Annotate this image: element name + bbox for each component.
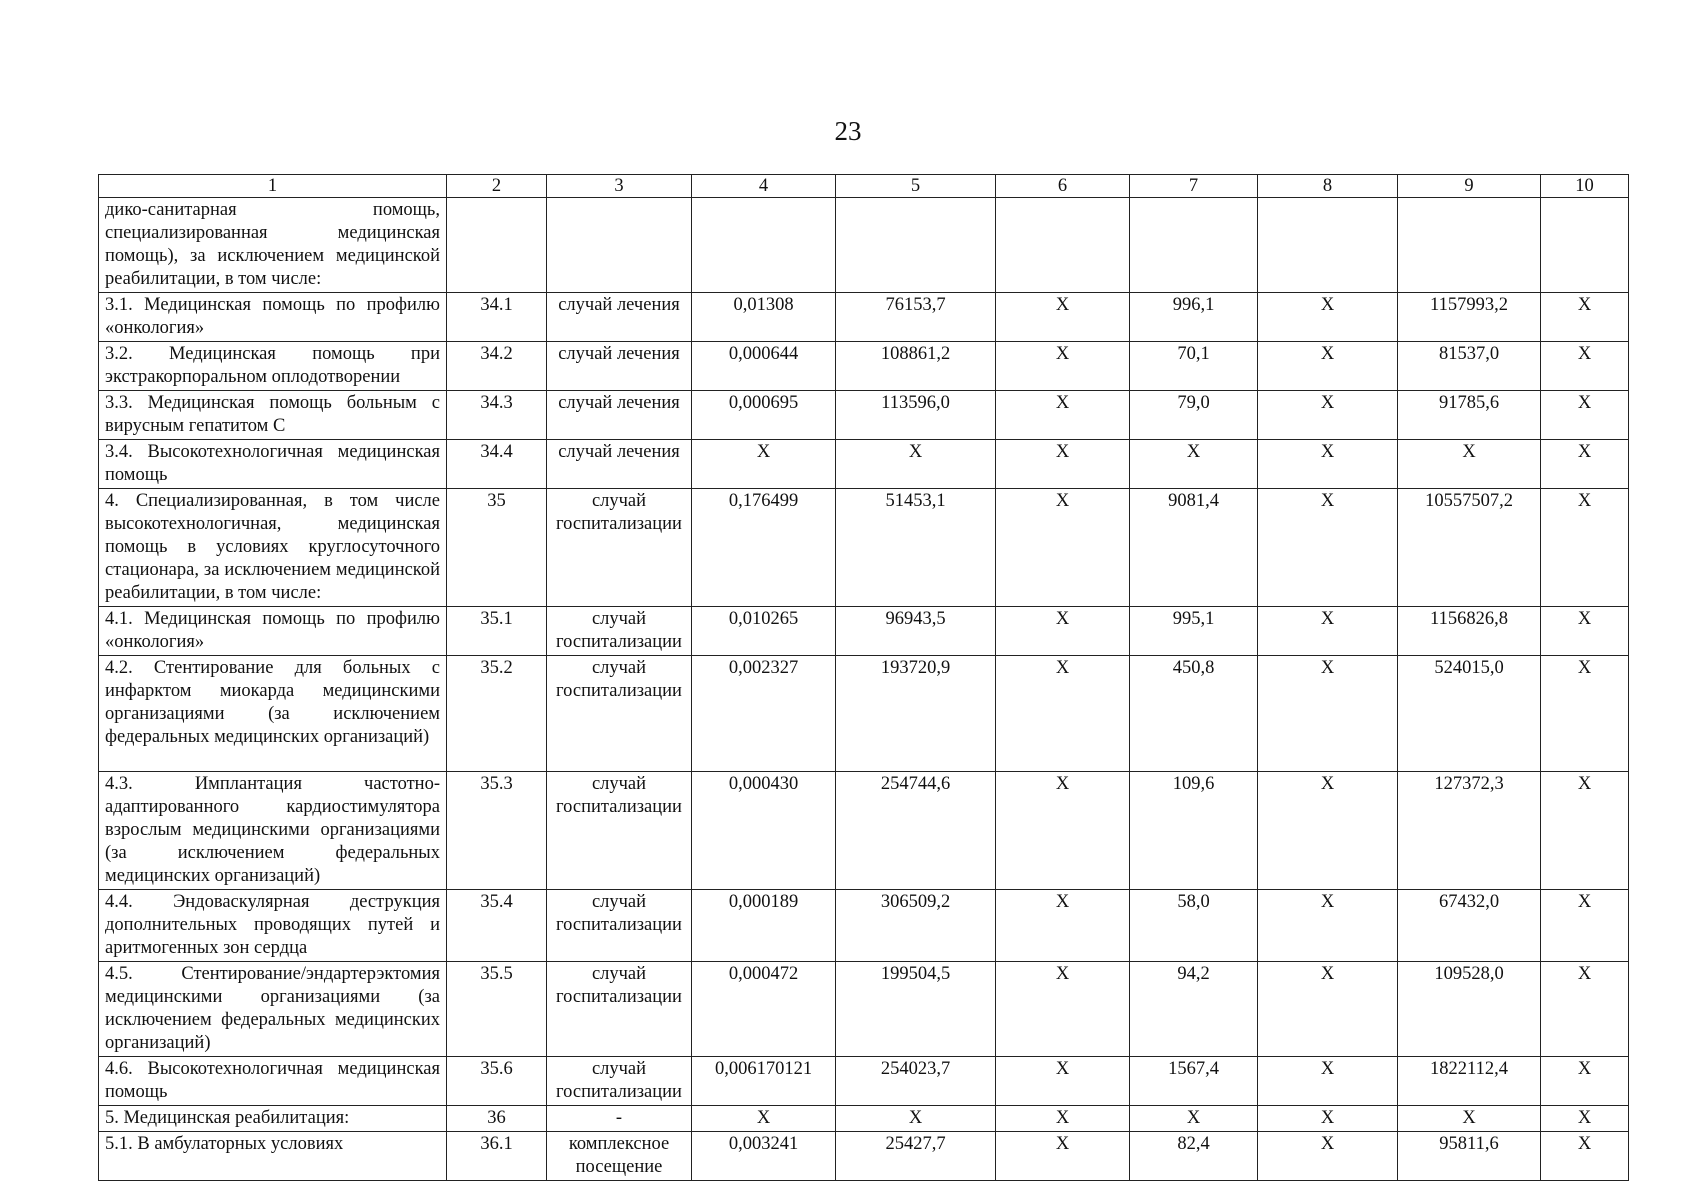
column-header: 2 [447,175,547,198]
value-cell-6: X [996,391,1130,440]
value-cell-7: 94,2 [1130,962,1258,1057]
value-cell-5: 25427,7 [836,1132,996,1181]
value-cell-5: 254744,6 [836,772,996,890]
value-cell-4: 0,002327 [692,656,836,772]
column-header: 7 [1130,175,1258,198]
unit-cell: случай госпитализации [547,962,692,1057]
value-cell-9: 91785,6 [1398,391,1541,440]
table-row [99,656,1629,772]
table-row [99,607,1629,656]
row-description: дико-санитарная помощь, специализированная медицинская помощь), за исключением медицинской реабилитации, в том числе: [99,198,447,293]
table-row [99,198,1629,293]
page-number: 23 [834,116,862,146]
unit-cell: случай госпитализации [547,489,692,607]
column-header: 8 [1258,175,1398,198]
row-number: 35.5 [447,962,547,1057]
value-cell-10: X [1541,772,1629,890]
row-number: 35.6 [447,1057,547,1106]
value-cell-8: X [1258,489,1398,607]
value-cell-5: 193720,9 [836,656,996,772]
table-row [99,342,1629,391]
value-cell-8: X [1258,607,1398,656]
value-cell-9: 127372,3 [1398,772,1541,890]
data-table [98,174,1629,1181]
value-cell-5: X [836,440,996,489]
row-number: 35 [447,489,547,607]
unit-cell: случай лечения [547,342,692,391]
value-cell-5: 113596,0 [836,391,996,440]
unit-cell: комплексное посещение [547,1132,692,1181]
value-cell-7: 82,4 [1130,1132,1258,1181]
value-cell-7: 79,0 [1130,391,1258,440]
value-cell-7 [1130,198,1258,293]
unit-cell: случай лечения [547,391,692,440]
row-description: 3.1. Медицинская помощь по профилю «онкология» [99,293,447,342]
value-cell-10: X [1541,1106,1629,1132]
value-cell-7: 70,1 [1130,342,1258,391]
column-header: 5 [836,175,996,198]
value-cell-7: X [1130,440,1258,489]
value-cell-5: 306509,2 [836,890,996,962]
unit-cell: случай госпитализации [547,607,692,656]
column-header: 9 [1398,175,1541,198]
value-cell-10: X [1541,440,1629,489]
value-cell-6: X [996,1106,1130,1132]
value-cell-7: 9081,4 [1130,489,1258,607]
table-row [99,962,1629,1057]
value-cell-4: 0,000644 [692,342,836,391]
value-cell-6: X [996,293,1130,342]
table-row [99,772,1629,890]
value-cell-5: 76153,7 [836,293,996,342]
value-cell-5: 254023,7 [836,1057,996,1106]
value-cell-10 [1541,198,1629,293]
value-cell-7: 58,0 [1130,890,1258,962]
table-row [99,890,1629,962]
value-cell-5: 199504,5 [836,962,996,1057]
value-cell-9 [1398,198,1541,293]
row-description: 3.3. Медицинская помощь больным с вирусным гепатитом С [99,391,447,440]
row-number: 35.4 [447,890,547,962]
row-number: 34.2 [447,342,547,391]
row-number: 36.1 [447,1132,547,1181]
value-cell-6: X [996,1132,1130,1181]
value-cell-7: 450,8 [1130,656,1258,772]
row-number: 34.4 [447,440,547,489]
value-cell-4: 0,000695 [692,391,836,440]
value-cell-8: X [1258,293,1398,342]
row-description: 4.5. Стентирование/эндартерэктомия медицинскими организациями (за исключением федеральных медицинских организаций) [99,962,447,1057]
table-row [99,1106,1629,1132]
row-number: 35.3 [447,772,547,890]
value-cell-7: 109,6 [1130,772,1258,890]
row-number: 36 [447,1106,547,1132]
value-cell-9: 1822112,4 [1398,1057,1541,1106]
value-cell-8: X [1258,1057,1398,1106]
value-cell-10: X [1541,1132,1629,1181]
value-cell-8: X [1258,962,1398,1057]
value-cell-4: X [692,1106,836,1132]
value-cell-4: X [692,440,836,489]
row-description: 4.6. Высокотехнологичная медицинская помощь [99,1057,447,1106]
value-cell-10: X [1541,607,1629,656]
value-cell-10: X [1541,656,1629,772]
value-cell-6: X [996,342,1130,391]
value-cell-7: 995,1 [1130,607,1258,656]
column-header: 3 [547,175,692,198]
unit-cell: - [547,1106,692,1132]
value-cell-4: 0,010265 [692,607,836,656]
value-cell-5: 51453,1 [836,489,996,607]
value-cell-4: 0,01308 [692,293,836,342]
value-cell-6: X [996,489,1130,607]
value-cell-5: 108861,2 [836,342,996,391]
value-cell-6: X [996,607,1130,656]
row-description: 4.3. Имплантация частотно-адаптированного кардиостимулятора взрослым медицинскими организациями (за исключением федеральных медицинских организаций) [99,772,447,890]
value-cell-7: 1567,4 [1130,1057,1258,1106]
column-header: 1 [99,175,447,198]
value-cell-9: 67432,0 [1398,890,1541,962]
value-cell-6: X [996,440,1130,489]
value-cell-4: 0,000430 [692,772,836,890]
value-cell-10: X [1541,391,1629,440]
value-cell-9: 10557507,2 [1398,489,1541,607]
column-header: 10 [1541,175,1629,198]
value-cell-7: X [1130,1106,1258,1132]
value-cell-9: 524015,0 [1398,656,1541,772]
unit-cell: случай госпитализации [547,1057,692,1106]
value-cell-7: 996,1 [1130,293,1258,342]
value-cell-9: 109528,0 [1398,962,1541,1057]
value-cell-6: X [996,772,1130,890]
unit-cell: случай госпитализации [547,656,692,772]
row-number: 34.3 [447,391,547,440]
value-cell-10: X [1541,962,1629,1057]
value-cell-9: 95811,6 [1398,1132,1541,1181]
column-header: 4 [692,175,836,198]
value-cell-8: X [1258,772,1398,890]
value-cell-8 [1258,198,1398,293]
row-description: 4.1. Медицинская помощь по профилю «онкология» [99,607,447,656]
value-cell-4: 0,176499 [692,489,836,607]
table-row [99,440,1629,489]
value-cell-6: X [996,656,1130,772]
row-number: 34.1 [447,293,547,342]
unit-cell: случай госпитализации [547,890,692,962]
value-cell-4: 0,003241 [692,1132,836,1181]
table-row [99,1132,1629,1181]
unit-cell: случай госпитализации [547,772,692,890]
row-number: 35.2 [447,656,547,772]
value-cell-8: X [1258,1106,1398,1132]
value-cell-8: X [1258,342,1398,391]
value-cell-5: X [836,1106,996,1132]
column-header: 6 [996,175,1130,198]
table-row [99,489,1629,607]
value-cell-5: 96943,5 [836,607,996,656]
unit-cell [547,198,692,293]
row-description: 3.2. Медицинская помощь при экстракорпоральном оплодотворении [99,342,447,391]
value-cell-9: 1157993,2 [1398,293,1541,342]
value-cell-5 [836,198,996,293]
row-description: 5. Медицинская реабилитация: [99,1106,447,1132]
value-cell-10: X [1541,1057,1629,1106]
value-cell-4: 0,006170121 [692,1057,836,1106]
value-cell-8: X [1258,391,1398,440]
table-row [99,293,1629,342]
row-number: 35.1 [447,607,547,656]
value-cell-9: X [1398,1106,1541,1132]
value-cell-8: X [1258,1132,1398,1181]
row-description: 4. Специализированная, в том числе высокотехнологичная, медицинская помощь в условиях круглосуточного стационара, за исключением медицинской реабилитации, в том числе: [99,489,447,607]
value-cell-4 [692,198,836,293]
value-cell-10: X [1541,489,1629,607]
column-header-row [99,175,1629,198]
value-cell-6: X [996,962,1130,1057]
value-cell-8: X [1258,890,1398,962]
value-cell-6 [996,198,1130,293]
row-description: 4.2. Стентирование для больных с инфарктом миокарда медицинскими организациями (за исключением федеральных медицинских организаций) [99,656,447,772]
value-cell-4: 0,000189 [692,890,836,962]
value-cell-4: 0,000472 [692,962,836,1057]
value-cell-10: X [1541,890,1629,962]
value-cell-8: X [1258,656,1398,772]
table-row [99,1057,1629,1106]
value-cell-9: 1156826,8 [1398,607,1541,656]
unit-cell: случай лечения [547,440,692,489]
value-cell-10: X [1541,342,1629,391]
value-cell-8: X [1258,440,1398,489]
value-cell-10: X [1541,293,1629,342]
value-cell-6: X [996,1057,1130,1106]
row-description: 4.4. Эндоваскулярная деструкция дополнительных проводящих путей и аритмогенных зон сердца [99,890,447,962]
row-description: 5.1. В амбулаторных условиях [99,1132,447,1181]
row-number [447,198,547,293]
value-cell-6: X [996,890,1130,962]
table-row [99,391,1629,440]
row-description: 3.4. Высокотехнологичная медицинская помощь [99,440,447,489]
unit-cell: случай лечения [547,293,692,342]
value-cell-9: X [1398,440,1541,489]
value-cell-9: 81537,0 [1398,342,1541,391]
